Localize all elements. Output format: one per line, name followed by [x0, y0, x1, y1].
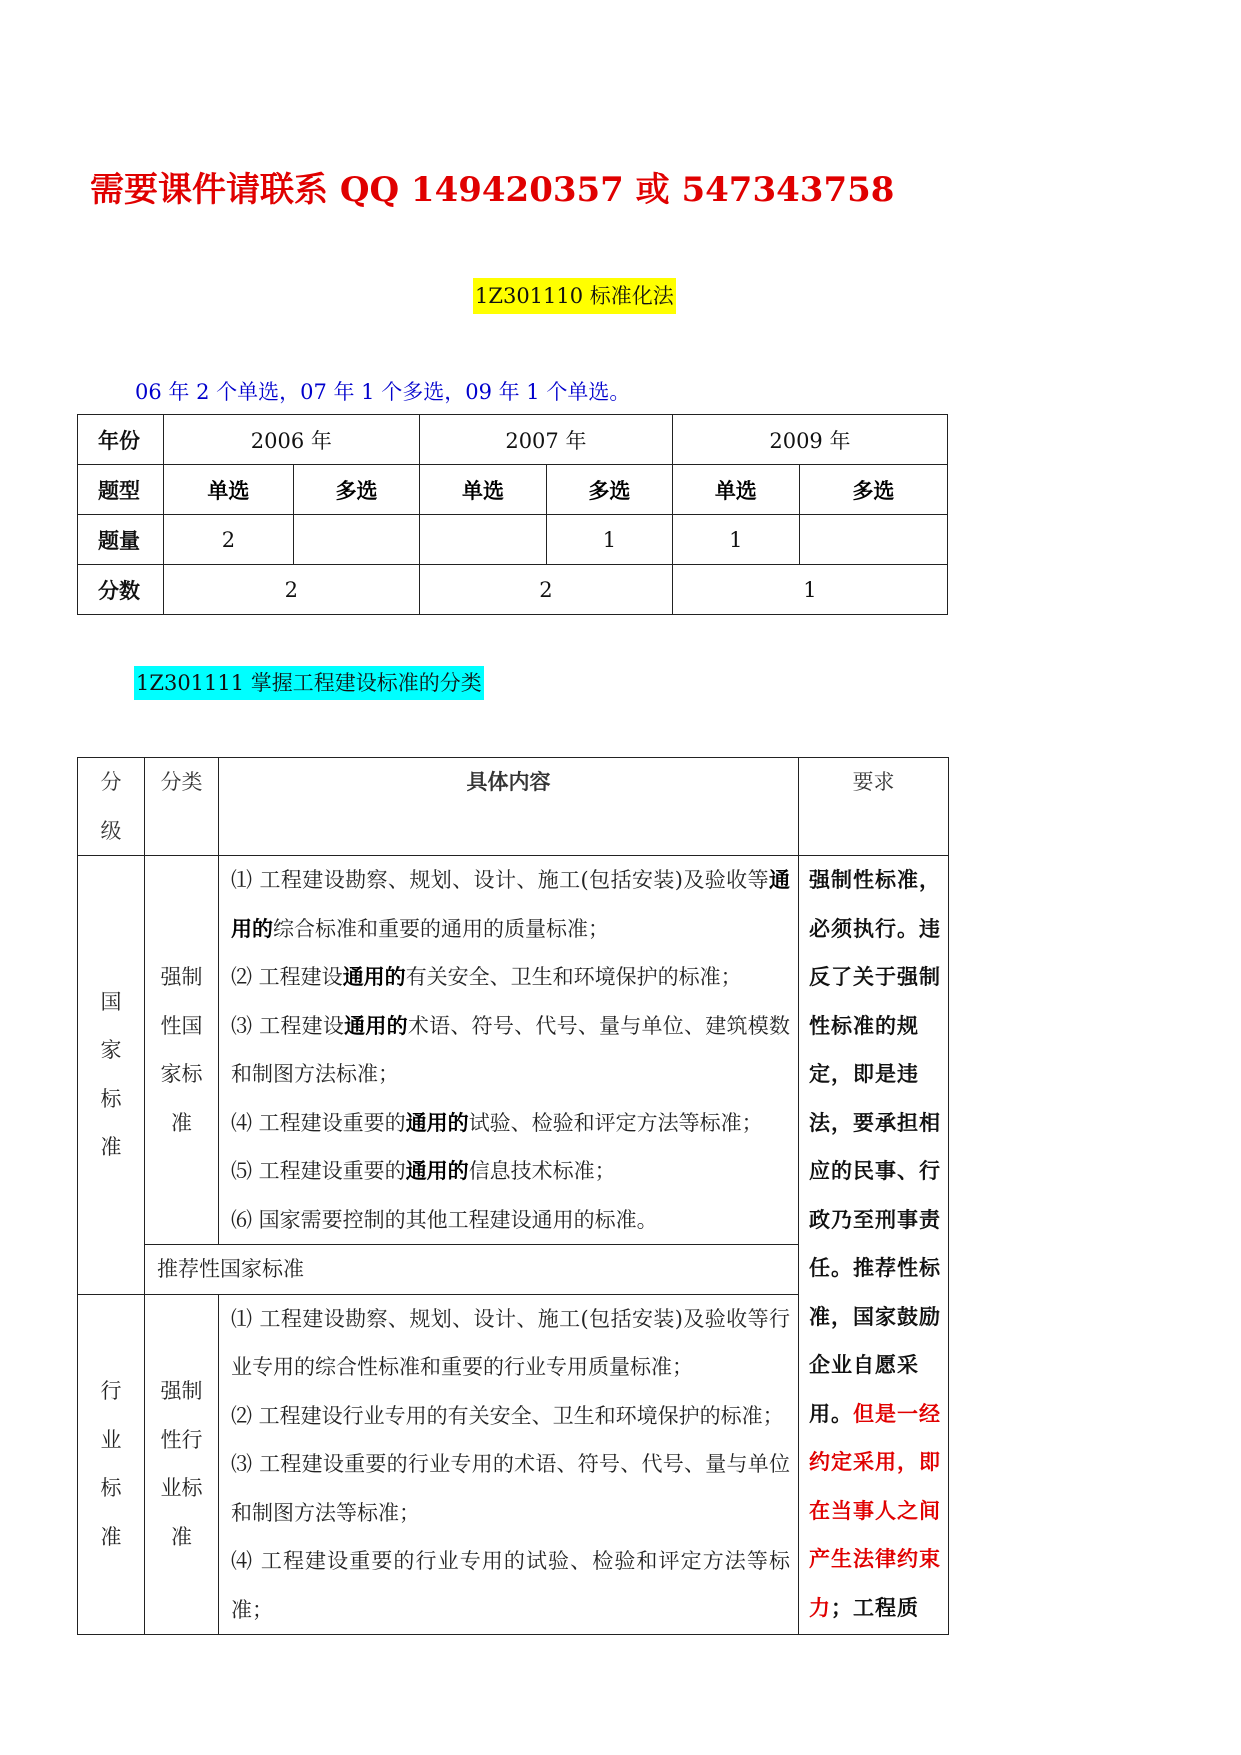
count-cell: 1	[546, 515, 672, 565]
type-cell: 多选	[546, 465, 672, 515]
table-header-row	[78, 758, 949, 856]
table-row	[78, 465, 948, 515]
year-cell: 2007 年	[419, 415, 672, 465]
requirement-cell: 强制性标准，必须执行。违反了关于强制性标准的规定，即是违法，要承担相应的民事、行政乃至刑事责任。推荐性标准，国家鼓励企业自愿采用。但是一经约定采用，即在当事人之间产生法律约束力；工程质	[799, 856, 949, 1635]
industry-content	[219, 1294, 799, 1635]
row-label: 分数	[78, 565, 164, 615]
list-item: ⑴ 工程建设勘察、规划、设计、施工(包括安装)及验收等通用的综合标准和重要的通用的质量标准；	[231, 867, 790, 941]
table-row	[78, 565, 948, 615]
row-label: 年份	[78, 415, 164, 465]
category-mandatory-national: 强制性国家标准	[145, 856, 219, 1245]
header-category: 分类	[145, 758, 219, 856]
count-cell	[294, 515, 420, 565]
category-recommended-national: 推荐性国家标准	[145, 1245, 799, 1295]
type-cell: 多选	[799, 465, 947, 515]
count-cell: 2	[163, 515, 293, 565]
list-item: ⑵ 工程建设通用的有关安全、卫生和环境保护的标准；	[231, 964, 742, 989]
list-item: ⑶ 工程建设重要的行业专用的术语、符号、代号、量与单位和制图方法等标准；	[231, 1452, 790, 1525]
type-cell: 单选	[419, 465, 546, 515]
list-item: ⑸ 工程建设重要的通用的信息技术标准；	[231, 1158, 616, 1183]
table-row	[78, 856, 949, 1245]
row-label: 题型	[78, 465, 164, 515]
header-content: 具体内容	[219, 758, 799, 856]
contact-line: 需要课件请联系 QQ 149420357 或 547343758	[90, 170, 895, 210]
count-cell: 1	[672, 515, 799, 565]
table-row	[78, 515, 948, 565]
requirement-highlight: 但是一经约定采用，即在当事人之间产生法律约束力	[809, 1400, 941, 1620]
list-item: ⑷ 工程建设重要的行业专用的试验、检验和评定方法等标准；	[231, 1549, 790, 1622]
category-mandatory-industry: 强制性行业标准	[145, 1294, 219, 1635]
table-row	[78, 415, 948, 465]
header-requirement: 要求	[799, 758, 949, 856]
row-label: 题量	[78, 515, 164, 565]
exam-summary: 06 年 2 个单选，07 年 1 个多选，09 年 1 个单选。	[135, 380, 631, 404]
level-national: 国家标准	[78, 856, 145, 1295]
count-cell	[799, 515, 947, 565]
level-industry: 行业标准	[78, 1294, 145, 1635]
type-cell: 单选	[163, 465, 293, 515]
section-title: 1Z301110 标准化法	[473, 278, 676, 314]
national-content	[219, 856, 799, 1245]
year-cell: 2009 年	[672, 415, 947, 465]
list-item: ⑶ 工程建设通用的术语、符号、代号、量与单位、建筑模数和制图方法标准；	[231, 1012, 791, 1086]
standards-classification-table	[77, 757, 949, 1635]
exam-stats-table	[77, 414, 948, 615]
list-item: ⑹ 国家需要控制的其他工程建设通用的标准。	[231, 1207, 658, 1232]
subsection-title: 1Z301111 掌握工程建设标准的分类	[134, 666, 484, 700]
count-cell	[419, 515, 546, 565]
score-cell: 2	[163, 565, 419, 615]
score-cell: 1	[672, 565, 947, 615]
list-item: ⑴ 工程建设勘察、规划、设计、施工(包括安装)及验收等行业专用的综合性标准和重要的行业专用质量标准；	[231, 1306, 790, 1379]
header-level: 分级	[78, 758, 145, 856]
year-cell: 2006 年	[163, 415, 419, 465]
type-cell: 多选	[294, 465, 420, 515]
list-item: ⑵ 工程建设行业专用的有关安全、卫生和环境保护的标准；	[231, 1403, 784, 1428]
score-cell: 2	[419, 565, 672, 615]
type-cell: 单选	[672, 465, 799, 515]
list-item: ⑷ 工程建设重要的通用的试验、检验和评定方法等标准；	[231, 1109, 763, 1135]
